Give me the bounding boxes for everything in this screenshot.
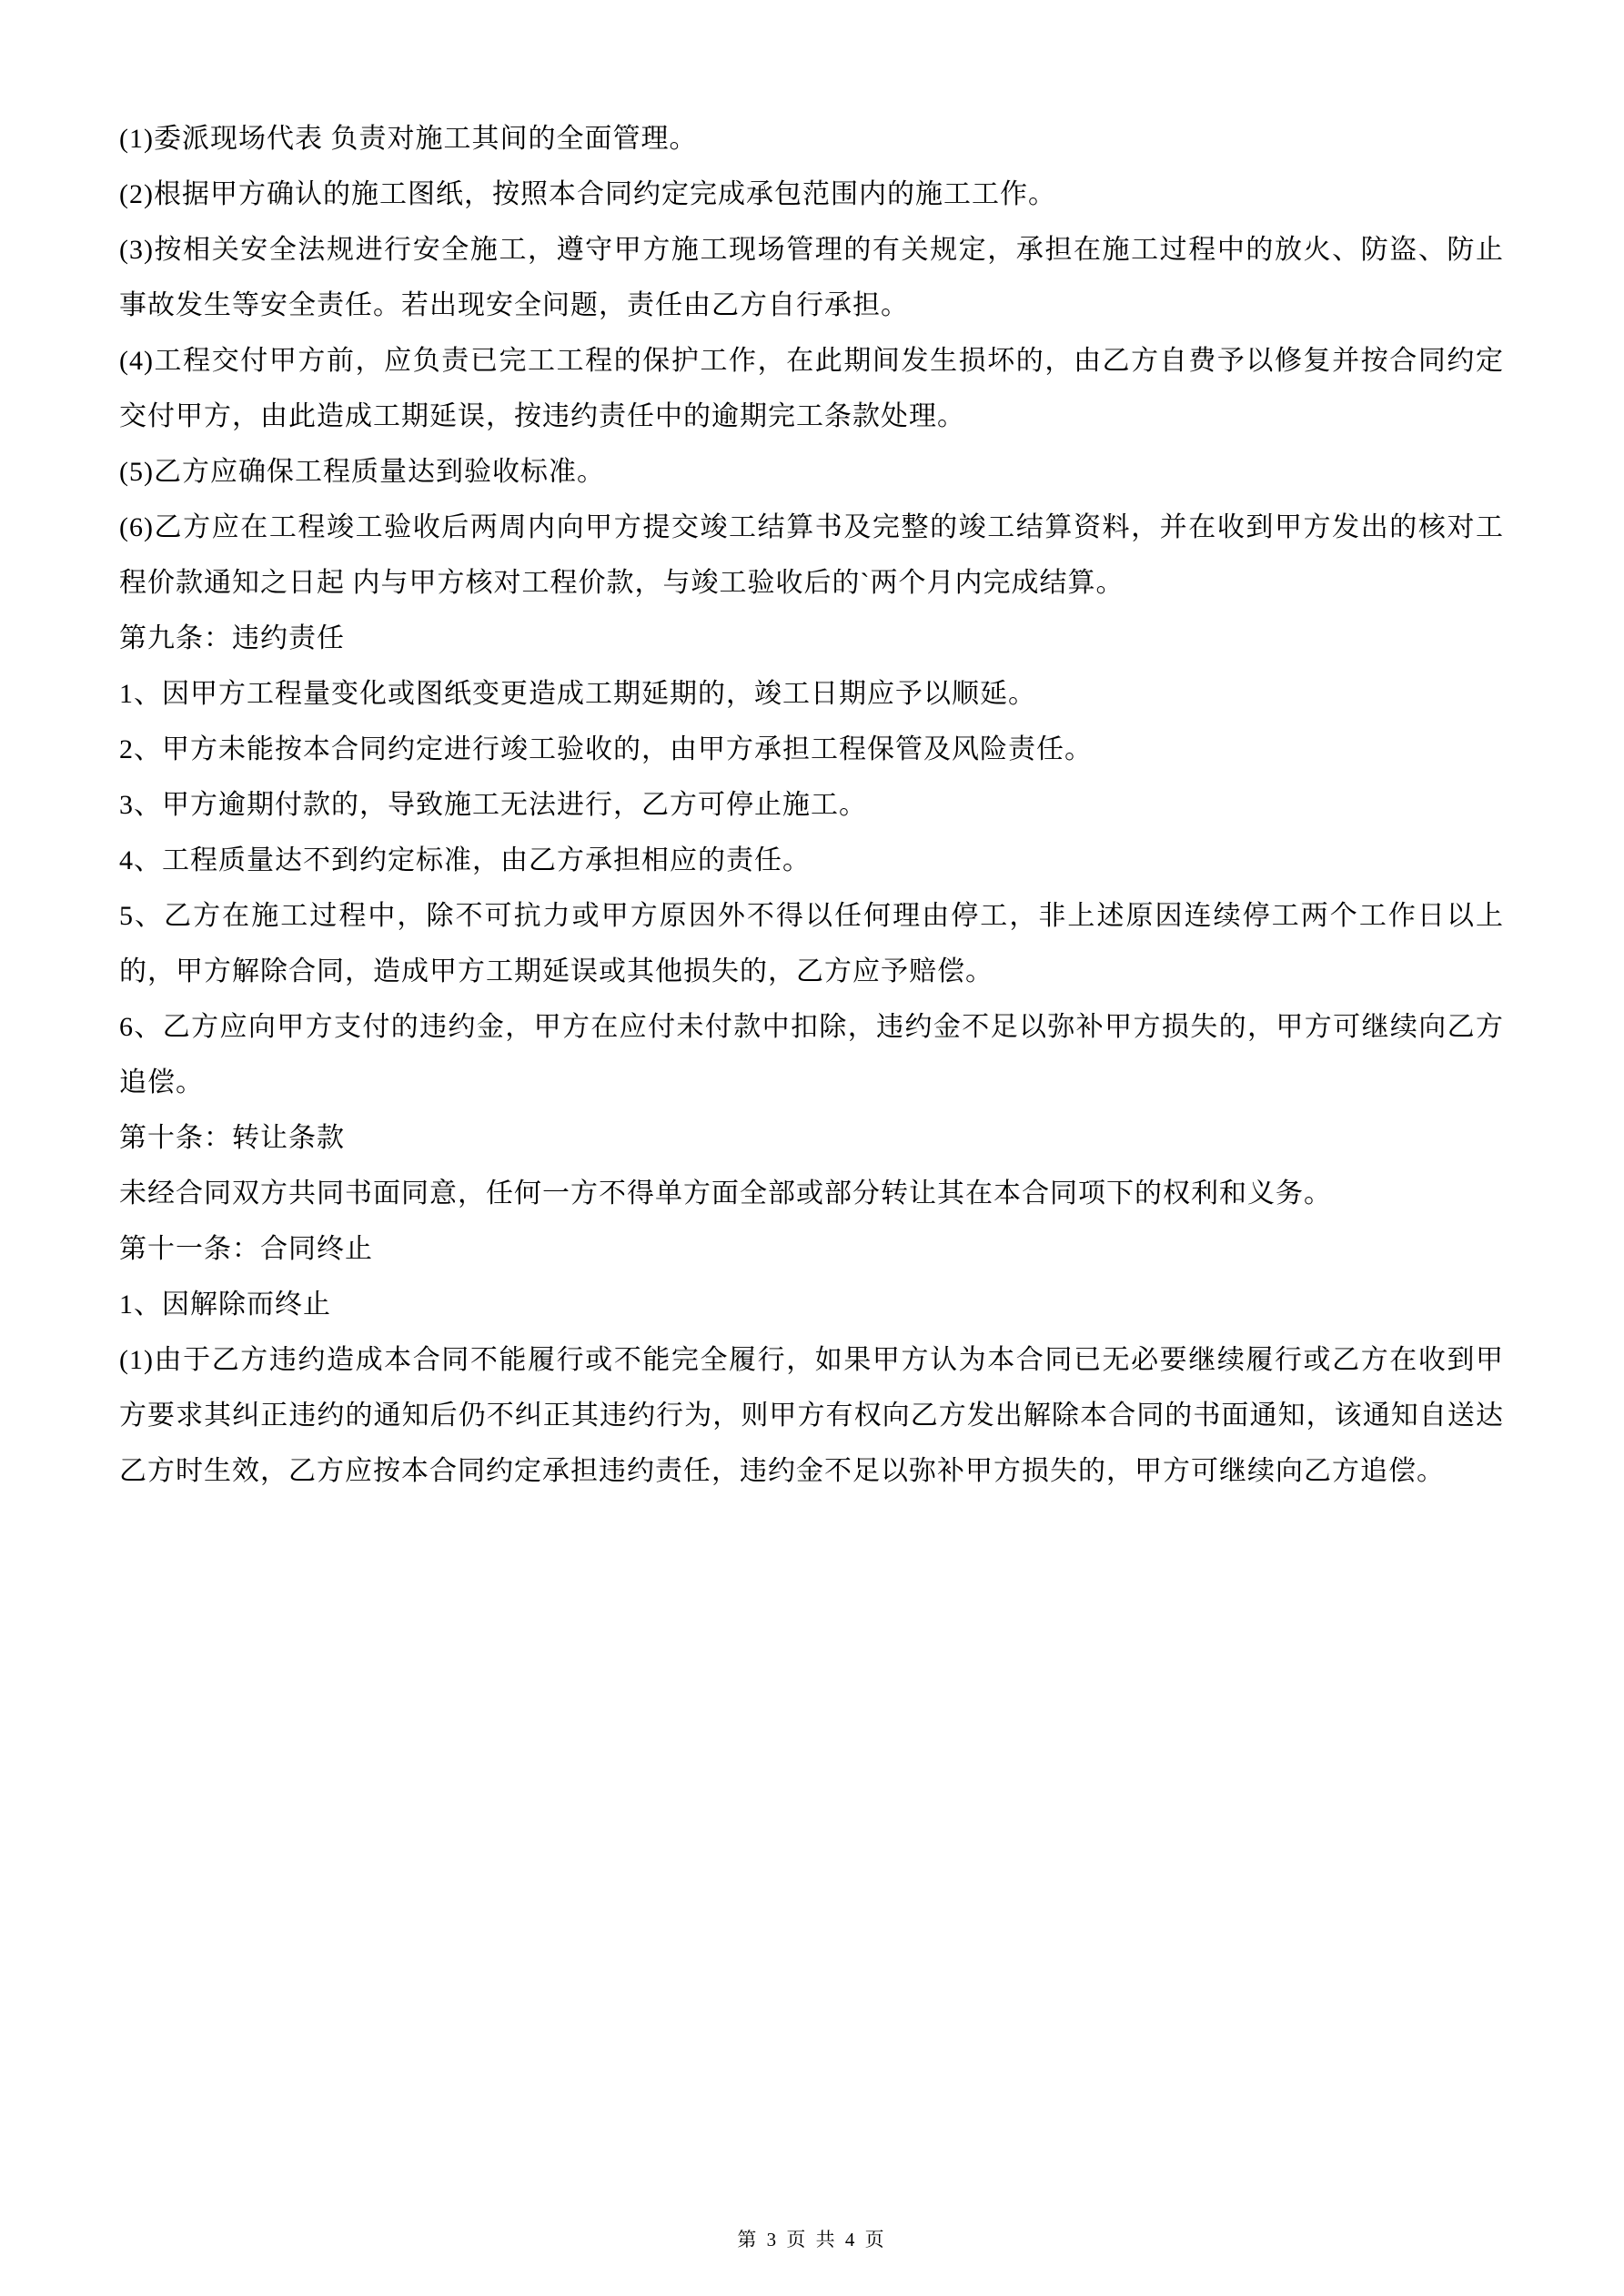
paragraph: 2、甲方未能按本合同约定进行竣工验收的，由甲方承担工程保管及风险责任。: [119, 734, 1093, 764]
paragraph: (1)委派现场代表 负责对施工其间的全面管理。: [119, 124, 698, 154]
paragraph: (6)乙方应在工程竣工验收后两周内向甲方提交竣工结算书及完整的竣工结算资料，并在收到甲方发出的核对工程价款通知之日起 内与甲方核对工程价款，与竣工验收后的`两个月内完成结算。: [119, 512, 1504, 598]
paragraph: 1、因解除而终止: [119, 1290, 331, 1320]
section-heading: 第九条：违约责任: [119, 623, 345, 653]
page-footer: 第 3 页 共 4 页: [737, 2229, 887, 2250]
paragraph: 4、工程质量达不到约定标准，由乙方承担相应的责任。: [119, 845, 811, 875]
paragraph: 未经合同双方共同书面同意，任何一方不得单方面全部或部分转让其在本合同项下的权利和义务。: [119, 1178, 1332, 1209]
paragraph: (2)根据甲方确认的施工图纸，按照本合同约定完成承包范围内的施工工作。: [119, 179, 1056, 209]
section-heading: 第十一条：合同终止: [119, 1234, 373, 1264]
paragraph: 5、乙方在施工过程中，除不可抗力或甲方原因外不得以任何理由停工，非上述原因连续停工两个工作日以上的，甲方解除合同，造成甲方工期延误或其他损失的，乙方应予赔偿。: [119, 901, 1504, 986]
document-body: [119, 111, 1504, 1499]
paragraph: (3)按相关安全法规进行安全施工，遵守甲方施工现场管理的有关规定，承担在施工过程中的放火、防盗、防止事故发生等安全责任。若出现安全问题，责任由乙方自行承担。: [119, 235, 1504, 320]
section-heading: 第十条：转让条款: [119, 1123, 345, 1153]
paragraph: 3、甲方逾期付款的，导致施工无法进行，乙方可停止施工。: [119, 790, 867, 820]
paragraph: 6、乙方应向甲方支付的违约金，甲方在应付未付款中扣除，违约金不足以弥补甲方损失的，甲方可继续向乙方追偿。: [119, 1012, 1504, 1097]
paragraph: (1)由于乙方违约造成本合同不能履行或不能完全履行，如果甲方认为本合同已无必要继续履行或乙方在收到甲方要求其纠正违约的通知后仍不纠正其违约行为，则甲方有权向乙方发出解除本合同的书面通知，该通知自送达乙方时生效，乙方应按本合同约定承担违约责任，违约金不足以弥补甲方损失的，甲方可继续向乙方追偿。: [119, 1345, 1504, 1486]
paragraph: (5)乙方应确保工程质量达到验收标准。: [119, 457, 605, 487]
paragraph: (4)工程交付甲方前，应负责已完工工程的保护工作，在此期间发生损坏的，由乙方自费予以修复并按合同约定交付甲方，由此造成工期延误，按违约责任中的逾期完工条款处理。: [119, 346, 1504, 431]
paragraph: 1、因甲方工程量变化或图纸变更造成工期延期的，竣工日期应予以顺延。: [119, 679, 1036, 709]
